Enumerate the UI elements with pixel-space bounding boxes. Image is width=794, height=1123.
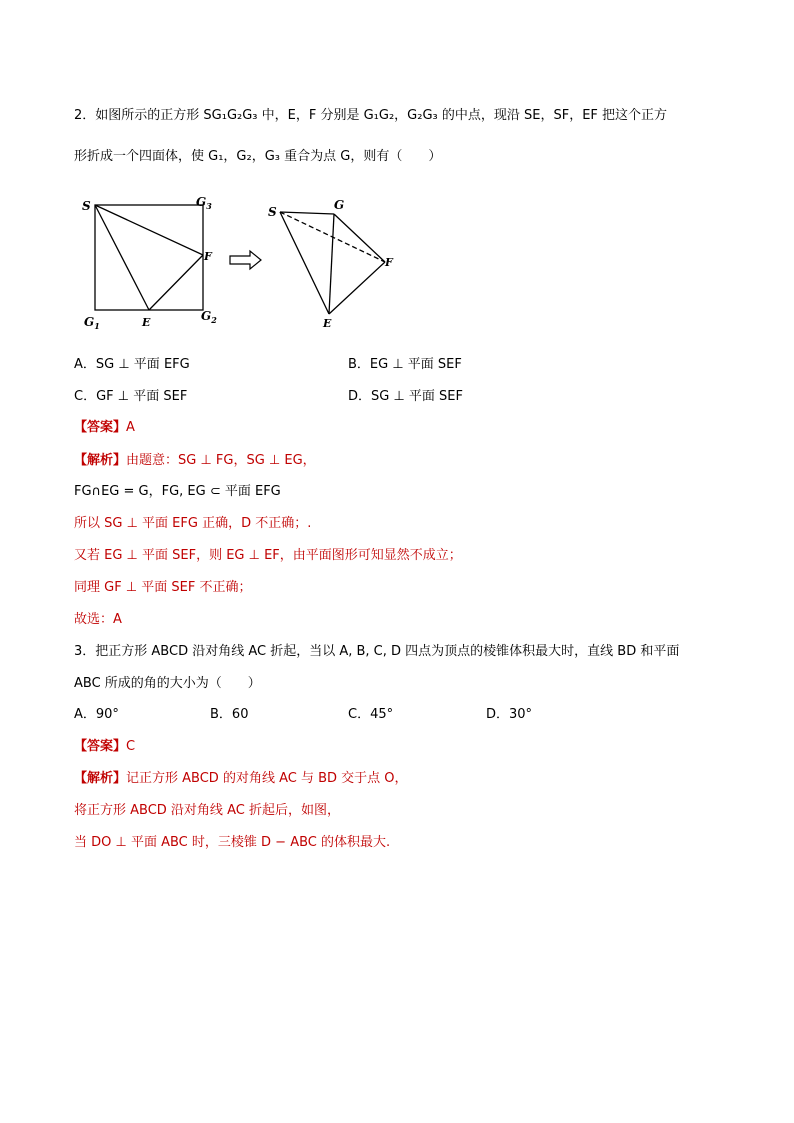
q2-option-a: A．SG ⊥ 平面 EFG bbox=[74, 357, 190, 372]
tetrahedron-figure bbox=[280, 212, 385, 314]
edge-SE bbox=[280, 212, 329, 314]
edge-GE bbox=[329, 214, 334, 314]
q2-option-c: C．GF ⊥ 平面 SEF bbox=[74, 389, 188, 404]
q3-option-b: B．60 bbox=[210, 707, 249, 722]
q2-answer-tag: 【答案】 bbox=[74, 420, 127, 435]
q3-option-c: C．45° bbox=[348, 707, 394, 722]
edge-GF bbox=[334, 214, 385, 262]
q2-analysis-tag: 【解析】 bbox=[74, 453, 127, 468]
q2-stem-line2: 形折成一个四面体，使 G₁，G₂，G₃ 重合为点 G，则有（ ） bbox=[74, 149, 442, 164]
fold-arrow-icon bbox=[230, 251, 261, 269]
q3-answer-tag: 【答案】 bbox=[74, 739, 127, 754]
label-G-right: G bbox=[334, 198, 345, 212]
q3-answer bbox=[74, 738, 135, 756]
q2-option-d: D．SG ⊥ 平面 SEF bbox=[348, 389, 464, 404]
q2-analysis-line3: 所以 SG ⊥ 平面 EFG 正确，D 不正确；. bbox=[74, 516, 312, 531]
label-E-right: E bbox=[323, 317, 332, 330]
segment-EF bbox=[149, 255, 203, 310]
label-F-right: F bbox=[385, 256, 393, 269]
segment-SF bbox=[95, 205, 203, 255]
edge-EF bbox=[329, 262, 385, 314]
q2-analysis-text1: 由题意：SG ⊥ FG，SG ⊥ EG， bbox=[126, 453, 316, 468]
q2-analysis-line2: FG∩EG = G，FG, EG ⊂ 平面 EFG bbox=[74, 484, 281, 499]
q2-answer bbox=[74, 419, 135, 437]
q3-stem-line1: 3．把正方形 ABCD 沿对角线 AC 折起，当以 A, B, C, D 四点为顶点的棱锥体积最大时，直线 BD 和平面 bbox=[74, 644, 680, 659]
label-G1-left: $G_1$ bbox=[84, 315, 100, 331]
edge-SG bbox=[280, 212, 334, 214]
q3-analysis-tag: 【解析】 bbox=[74, 771, 127, 786]
q3-analysis-line2: 将正方形 ABCD 沿对角线 AC 折起后，如图， bbox=[74, 803, 340, 818]
square-outline bbox=[95, 205, 203, 310]
q3-analysis-text1: 记正方形 ABCD 的对角线 AC 与 BD 交于点 O， bbox=[126, 771, 408, 786]
q3-analysis-line1 bbox=[74, 770, 408, 788]
label-S-left: S bbox=[82, 199, 91, 213]
q3-answer-value: C bbox=[126, 739, 136, 754]
q2-analysis-line1 bbox=[74, 452, 316, 470]
q2-option-b: B．EG ⊥ 平面 SEF bbox=[348, 357, 462, 372]
q2-analysis-line6: 故选：A bbox=[74, 612, 122, 627]
square-figure bbox=[95, 205, 203, 310]
q3-option-d: D．30° bbox=[486, 707, 533, 722]
q2-analysis-line5: 同理 GF ⊥ 平面 SEF 不正确； bbox=[74, 580, 252, 595]
q3-stem-line2: ABC 所成的角的大小为（ ） bbox=[74, 676, 261, 691]
label-S-right: S bbox=[268, 205, 277, 219]
label-E-left: E bbox=[142, 316, 151, 329]
q3-option-a: A．90° bbox=[74, 707, 119, 722]
q2-figure bbox=[78, 192, 418, 332]
q2-stem-line1: 2．如图所示的正方形 SG₁G₂G₃ 中，E，F 分别是 G₁G₂，G₂G₃ 的中点，现沿 SE，SF，EF 把这个正方 bbox=[74, 108, 668, 123]
label-G2-left: $G_2$ bbox=[201, 309, 217, 325]
q2-answer-value: A bbox=[126, 420, 135, 435]
label-F-left: F bbox=[204, 250, 212, 263]
q2-analysis-line4: 又若 EG ⊥ 平面 SEF，则 EG ⊥ EF，由平面图形可知显然不成立； bbox=[74, 548, 462, 563]
label-G3-left: $G_3$ bbox=[196, 195, 212, 211]
q3-analysis-line3: 当 DO ⊥ 平面 ABC 时，三棱锥 D − ABC 的体积最大. bbox=[74, 835, 391, 850]
segment-SE bbox=[95, 205, 149, 310]
